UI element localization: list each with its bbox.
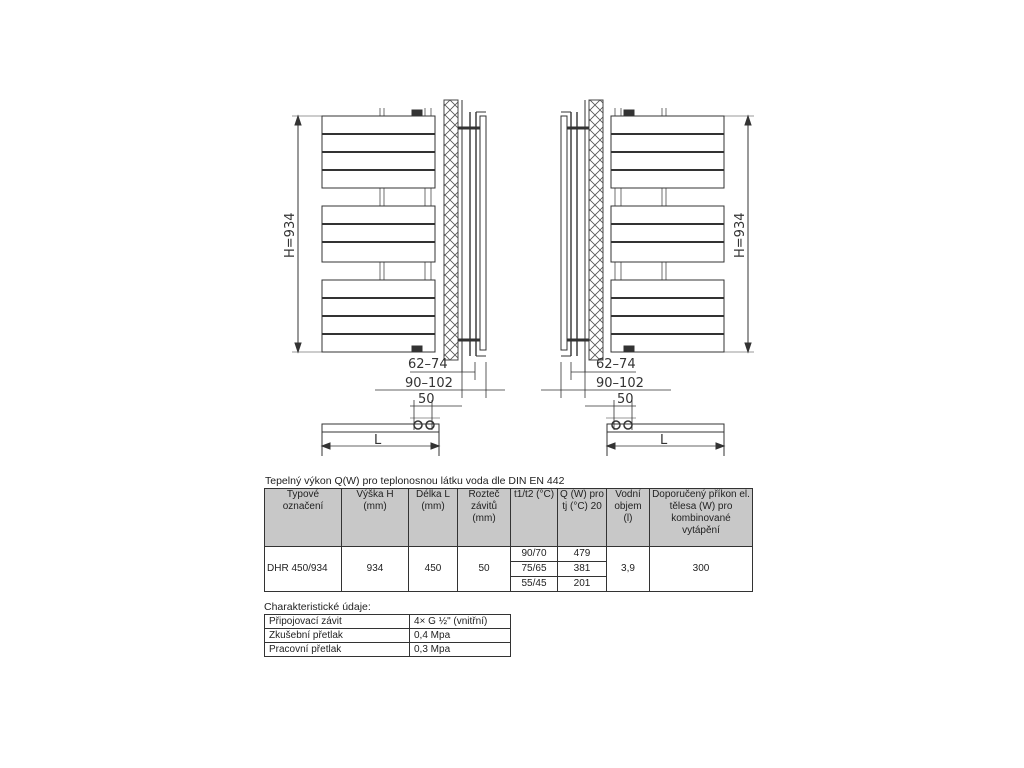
- cell-output: 479: [558, 547, 607, 562]
- right-height-label: H=934: [733, 212, 748, 258]
- right-radiator-side-view: [561, 100, 603, 372]
- cell-output: 201: [558, 577, 607, 592]
- header-thread-spacing: Rozteč závitů (mm): [458, 489, 511, 547]
- table-row: [265, 629, 511, 643]
- table-row: [265, 547, 753, 562]
- char-value: 0,4 Mpa: [410, 629, 511, 643]
- left-height-label: H=934: [283, 212, 298, 258]
- left-depth-label-90-102: 90–102: [405, 376, 453, 391]
- header-height: Výška H (mm): [342, 489, 409, 547]
- char-value: 0,3 Mpa: [410, 643, 511, 657]
- performance-table: [264, 488, 753, 592]
- cell-length: 450: [409, 547, 458, 592]
- left-depth-dimensions: [375, 362, 505, 430]
- table-row: [265, 615, 511, 629]
- header-temperatures: t1/t2 (°C): [511, 489, 558, 547]
- header-output: Q (W) pro tj (°C) 20: [558, 489, 607, 547]
- right-length-label: L: [660, 433, 668, 448]
- left-length-label: L: [374, 433, 382, 448]
- header-heater-power: Doporučený příkon el. tělesa (W) pro kombinované vytápění: [650, 489, 753, 547]
- left-radiator-side-view: [444, 100, 486, 372]
- cell-output: 381: [558, 562, 607, 577]
- header-length: Délka L (mm): [409, 489, 458, 547]
- char-label: Zkušební přetlak: [265, 629, 410, 643]
- right-depth-dimensions: [541, 362, 671, 430]
- right-depth-label-90-102: 90–102: [596, 376, 644, 391]
- cell-model: DHR 450/934: [265, 547, 342, 592]
- left-radiator-front-view: [292, 108, 435, 352]
- right-depth-label-62-74: 62–74: [596, 357, 636, 372]
- cell-thread-spacing: 50: [458, 547, 511, 592]
- performance-caption: Tepelný výkon Q(W) pro teplonosnou látku voda dle DIN EN 442: [265, 475, 565, 487]
- table-row: [265, 643, 511, 657]
- cell-water-volume: 3,9: [607, 547, 650, 592]
- char-label: Pracovní přetlak: [265, 643, 410, 657]
- right-pitch-label: 50: [617, 392, 634, 407]
- header-water-volume: Vodní objem (l): [607, 489, 650, 547]
- left-depth-label-62-74: 62–74: [408, 357, 448, 372]
- char-label: Připojovací závit: [265, 615, 410, 629]
- table-header-row: [265, 489, 753, 547]
- cell-heater-power: 300: [650, 547, 753, 592]
- cell-height: 934: [342, 547, 409, 592]
- cell-temps: 75/65: [511, 562, 558, 577]
- cell-temps: 55/45: [511, 577, 558, 592]
- char-value: 4× G ½" (vnitřní): [410, 615, 511, 629]
- characteristics-caption: Charakteristické údaje:: [264, 601, 371, 613]
- cell-temps: 90/70: [511, 547, 558, 562]
- characteristics-table: [264, 614, 511, 657]
- left-pitch-label: 50: [418, 392, 435, 407]
- header-type: Typové označení: [265, 489, 342, 547]
